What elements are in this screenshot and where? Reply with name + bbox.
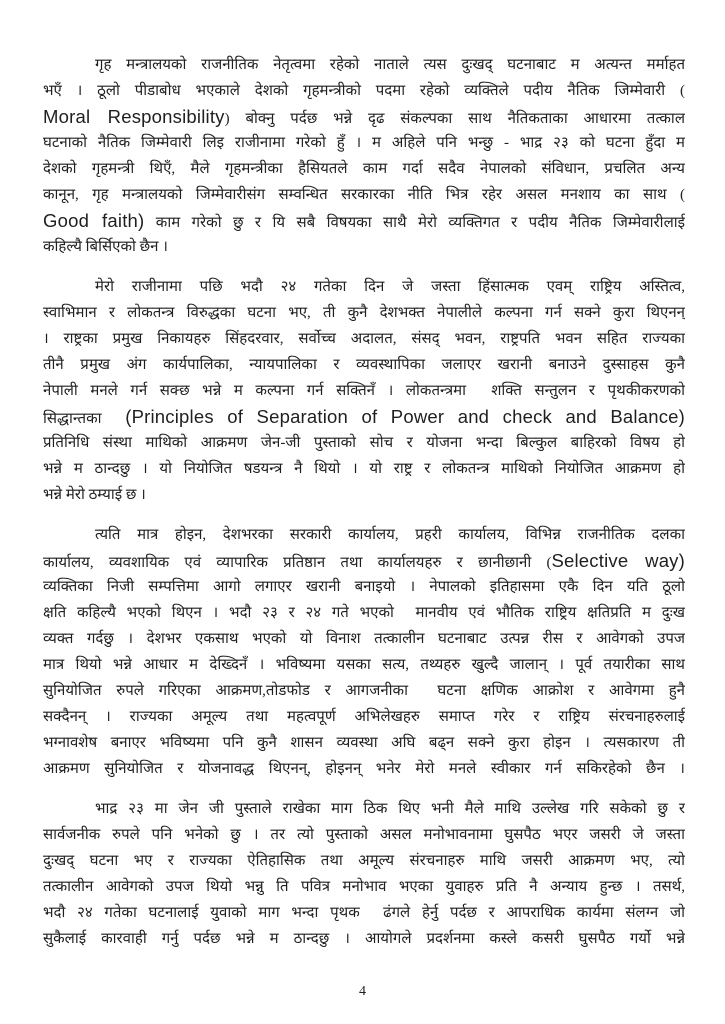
- text-line: [43, 756, 685, 782]
- text-line: [43, 456, 685, 482]
- paragraph: [43, 52, 685, 260]
- text-line: [43, 548, 685, 574]
- latin-text-segment: Selective way): [551, 550, 685, 571]
- text-line: [43, 574, 685, 600]
- devanagari-text-segment: गृह मन्त्रालयको राजनीतिक नेतृत्वमा रहेको नाताले त्यस दुःखद् घटनाबाट म अत्यन्त मर्माहत: [95, 57, 685, 73]
- latin-text-segment: Good faith): [43, 210, 145, 231]
- text-line: [43, 378, 685, 404]
- devanagari-text-segment: काम गरेको छु र यि सबै विषयका साथै मेरो व्यक्तिगत र पदीय नैतिक जिम्मेवारीलाई: [144, 215, 685, 231]
- devanagari-text-segment: सक्दैनन् । राज्यका अमूल्य तथा महत्वपूर्ण अभिलेखहरु समाप्त गरेर र राष्ट्रिय संरचनाहरुलाई: [43, 709, 685, 725]
- document-body: [43, 52, 685, 966]
- devanagari-text-segment: प्रतिनिधि संस्था माथिको आक्रमण जेन-जी पुस्ताको सोच र योजना भन्दा बिल्कुल बाहिरको विषय हो: [43, 435, 685, 451]
- text-line: [43, 678, 685, 704]
- devanagari-text-segment: भन्ने मेरो ठम्याई छ ।: [43, 487, 146, 503]
- devanagari-text-segment: कार्यालय, व्यवशायिक एवं व्यापारिक प्रतिष्ठान तथा कार्यालयहरु र छानीछानी (: [43, 555, 552, 571]
- devanagari-text-segment: सुनियोजित रुपले गरिएका आक्रमण,तोडफोड र आगजनीका घटना क्षणिक आक्रोश र आवेगमा हुनै: [43, 683, 685, 699]
- text-line: [43, 182, 685, 208]
- devanagari-text-segment: कानून, गृह मन्त्रालयको जिम्मेवारीसंग सम्वन्धित सरकारका नीति भित्र रहेर असल मनशाय का साथ (: [43, 187, 685, 203]
- devanagari-text-segment: क्षति कहिल्यै भएको थिएन । भदौ २३ र २४ गते भएको मानवीय एवं भौतिक राष्ट्रिय क्षतिप्रति म दुःख: [43, 605, 685, 621]
- text-line: [43, 52, 685, 78]
- text-line: [43, 104, 685, 130]
- devanagari-text-segment: भन्ने म ठान्दछु । यो नियोजित षडयन्त्र नै थियो । यो राष्ट्र र लोकतन्त्र माथिको नियोजित आक्रमण हो: [43, 461, 685, 477]
- devanagari-text-segment: मेरो राजीनामा पछि भदौ २४ गतेका दिन जे जस्ता हिंसात्मक एवम् राष्ट्रिय अस्तित्व,: [95, 279, 685, 295]
- devanagari-text-segment: व्यक्त गर्दछु । देशभर एकसाथ भएको यो विनाश तत्कालीन घटनाबाट उत्पन्न रीस र आवेगको उपज: [43, 631, 685, 647]
- text-line: [43, 326, 685, 352]
- devanagari-text-segment: ) बोक्नु पर्दछ भन्ने दृढ संकल्पका साथ नैतिकताका आधारमा तत्काल: [224, 111, 685, 127]
- text-line: [43, 796, 685, 822]
- text-line: [43, 874, 685, 900]
- devanagari-text-segment: व्यक्तिका निजी सम्पत्तिमा आगो लगाएर खरानी बनाइयो । नेपालको इतिहासमा एकै दिन यति ठूलो: [43, 579, 685, 595]
- devanagari-text-segment: घटनाको नैतिक जिम्मेवारी लिइ राजीनामा गरेको हुँ । म अहिले पनि भन्छु - भाद्र २३ को घटना हुँदा म: [43, 135, 685, 151]
- latin-text-segment: Moral Responsibility: [43, 106, 225, 127]
- text-line: [43, 900, 685, 926]
- devanagari-text-segment: मात्र थियो भन्ने आधार म देख्दिनँ । भविष्यमा यसका सत्य, तथ्यहरु खुल्दै जालान् । पूर्व तयारीका साथ: [43, 657, 685, 673]
- devanagari-text-segment: स्वाभिमान र लोकतन्त्र विरुद्धका घटना भए, ती कुनै देशभक्त नेपालीले कल्पना गर्न सक्ने कुरा थिएनन्: [43, 305, 685, 321]
- text-line: [43, 130, 685, 156]
- paragraph: [43, 274, 685, 508]
- text-line: [43, 522, 685, 548]
- text-line: [43, 156, 685, 182]
- devanagari-text-segment: भदौ २४ गतेका घटनालाई युवाको माग भन्दा पृथक ढंगले हेर्नु पर्दछ र आपराधिक कार्यमा संलग्न जो: [43, 905, 685, 921]
- devanagari-text-segment: । राष्ट्रका प्रमुख निकायहरु सिंहदरवार, सर्वोच्च अदालत, संसद् भवन, राष्ट्रपति भवन सहित राज्यका: [43, 331, 685, 347]
- text-line: [43, 600, 685, 626]
- text-line: [43, 730, 685, 756]
- devanagari-text-segment: आक्रमण सुनियोजित र योजनावद्ध थिएनन्, होइनन् भनेर मेरो मनले स्वीकार गर्न सकिरहेको छैन ।: [43, 761, 685, 777]
- devanagari-text-segment: भाद्र २३ मा जेन जी पुस्ताले राखेका माग ठिक थिए भनी मैले माथि उल्लेख गरि सकेको छु र: [95, 801, 685, 817]
- text-line: [43, 626, 685, 652]
- devanagari-text-segment: त्यति मात्र होइन, देशभरका सरकारी कार्यालय, प्रहरी कार्यालय, विभिन्न राजनीतिक दलका: [95, 527, 685, 543]
- latin-text-segment: (Principles of Separation of Power and check and Balance): [125, 406, 685, 427]
- text-line: [43, 652, 685, 678]
- text-line: [43, 352, 685, 378]
- paragraph: [43, 522, 685, 782]
- devanagari-text-segment: भग्नावशेष बनाएर भविष्यमा पनि कुनै शासन व्यवस्था अघि बढ्न सक्ने कुरा होइन । त्यसकारण ती: [43, 735, 685, 751]
- paragraph: [43, 796, 685, 952]
- text-line: [43, 404, 685, 430]
- devanagari-text-segment: तीनै प्रमुख अंग कार्यपालिका, न्यायपालिका र व्यवस्थापिका जलाएर खरानी बनाउने दुस्साहस कुनै: [43, 357, 685, 373]
- devanagari-text-segment: देशको गृहमन्त्री थिएँ, मैले गृहमन्त्रीका हैसियतले काम गर्दा सदैव नेपालको संविधान, प्रचलित अन्य: [43, 161, 685, 177]
- text-line: [43, 430, 685, 456]
- devanagari-text-segment: सार्वजनीक रुपले पनि भनेको छु । तर त्यो पुस्ताको असल मनोभावनामा घुसपैठ भएर जसरी जे जस्ता: [43, 827, 685, 843]
- devanagari-text-segment: भएँ । ठूलो पीडाबोध भएकाले देशको गृहमन्त्रीको पदमा रहेको व्यक्तिले पदीय नैतिक जिम्मेवारी (: [43, 83, 685, 99]
- text-line: [43, 848, 685, 874]
- devanagari-text-segment: सुकैलाई कारवाही गर्नु पर्दछ भन्ने म ठान्दछु । आयोगले प्रदर्शनमा कस्ले कसरी घुसपैठ गर्यो भन्ने: [43, 931, 685, 947]
- text-line: [43, 926, 685, 952]
- devanagari-text-segment: दुःखद् घटना भए र राज्यका ऐतिहासिक तथा अमूल्य संरचनाहरु माथि जसरी आक्रमण भए, त्यो: [43, 853, 685, 869]
- text-line: [43, 822, 685, 848]
- text-line: [43, 482, 685, 508]
- text-line: [43, 208, 685, 234]
- devanagari-text-segment: तत्कालीन आवेगको उपज थियो भन्नु ति पवित्र मनोभाव भएका युवाहरु प्रति नै अन्याय हुन्छ । तसर्थ,: [43, 879, 685, 895]
- text-line: [43, 704, 685, 730]
- devanagari-text-segment: सिद्धान्तका: [43, 411, 126, 427]
- text-line: [43, 300, 685, 326]
- page-number: 4: [359, 984, 366, 999]
- devanagari-text-segment: नेपाली मनले गर्न सक्छ भन्ने म कल्पना गर्न सक्तिनँ । लोकतन्त्रमा शक्ति सन्तुलन र पृथकीकरणको: [43, 383, 685, 399]
- text-line: [43, 78, 685, 104]
- text-line: [43, 234, 685, 260]
- text-line: [43, 274, 685, 300]
- devanagari-text-segment: कहिल्यै बिर्सिएको छैन ।: [43, 239, 168, 255]
